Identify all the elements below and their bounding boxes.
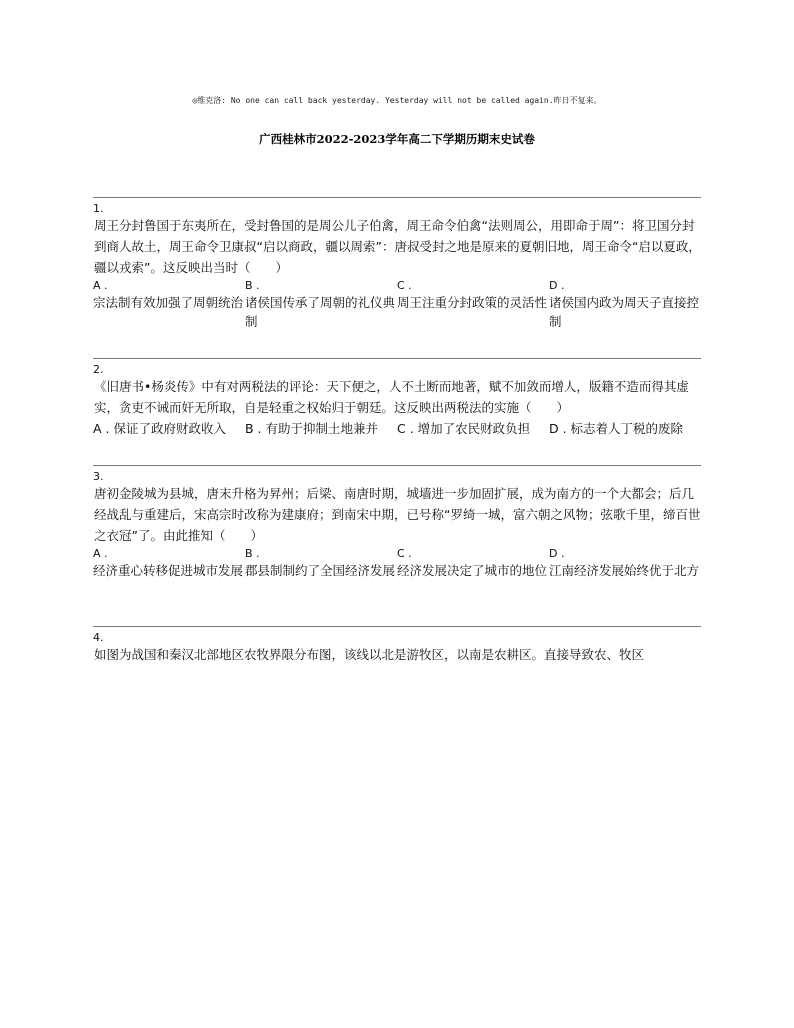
question-1 [93,197,701,331]
option-d[interactable] [549,547,701,580]
option-c[interactable] [397,547,549,580]
option-text: 宗法制有效加强了周朝统治 [93,295,244,310]
option-text: 经济发展决定了城市的地位 [397,563,548,578]
option-d[interactable]: D . 标志着人丁税的废除 [549,421,684,436]
option-b[interactable] [245,547,397,580]
question-divider [93,465,701,466]
question-3 [93,465,701,580]
option-letter: C . [397,547,412,560]
option-text: 诸侯国传承了周朝的礼仪典制 [245,295,396,329]
option-a[interactable]: A . 保证了政府财政收入 [93,421,226,436]
motto-line: ◎维克洛: No one can call back yesterday. Yesterday will not be called again.昨日不复来。 [192,96,602,105]
question-text: 如图为战国和秦汉北部地区农牧界限分布图，该线以北是游牧区，以南是农耕区。直接导致农、牧区 [94,647,645,662]
option-letter: B . [245,279,260,292]
question-divider [93,197,701,198]
option-b[interactable] [245,279,397,331]
option-text: 经济重心转移促进城市发展 [93,563,244,578]
question-2 [93,358,701,439]
option-text: 诸侯国内政为周天子直接控制 [549,295,700,329]
paper-title: 广西桂林市2022-2023学年高二下学期历期末史试卷 [259,132,535,146]
answer-options [93,547,701,580]
option-letter: B . [245,547,260,560]
option-d[interactable] [549,279,701,331]
option-letter: C . [397,279,412,292]
question-text: 《旧唐书•杨炎传》中有对两税法的评论：天下便之，人不土断而地著，赋不加敛而增人，版籍不造而得其虚实，贪吏不诫而奸无所取，自是轻重之权始归于朝廷。这反映出两税法的实施（ ） [94,379,689,415]
answer-options [93,279,701,331]
option-b[interactable]: B . 有助于抑制土地兼并 [245,421,378,436]
question-number: 3. [93,470,104,483]
question-4 [93,626,701,665]
question-text: 周王分封鲁国于东夷所在，受封鲁国的是周公儿子伯禽，周王命令伯禽“法则周公，用即命于周”：将卫国分封到商人故土，周王命令卫康叔“启以商政，疆以周索”：唐叔受封之地是原来的夏朝旧地，周王命令“启以夏政，疆以戎索”。这反映出当时（ ） [94,218,701,275]
option-a[interactable] [93,279,245,331]
option-letter: D . [549,547,565,560]
option-c[interactable]: C . 增加了农民财政负担 [397,421,531,436]
option-c[interactable] [397,279,549,331]
option-letter: A . [93,279,108,292]
option-letter: D . [549,279,565,292]
option-text: 郡县制制约了全国经济发展 [245,563,396,578]
question-number: 1. [93,202,104,215]
question-number: 4. [93,631,104,644]
option-a[interactable] [93,547,245,580]
option-text: 江南经济发展始终优于北方 [549,563,700,578]
question-number: 2. [93,363,104,376]
question-text: 唐初金陵城为县城，唐末升格为昇州；后梁、南唐时期，城墙进一步加固扩展，成为南方的一个大都会；后几经战乱与重建后，宋高宗时改称为建康府；到南宋中期，已号称“罗绮一城，富六朝之风物；弦歌千里，缔百世之衣冠”了。由此推知（ ） [94,486,701,543]
option-letter: A . [93,547,108,560]
question-divider [93,626,701,627]
question-divider [93,358,701,359]
option-text: 周王注重分封政策的灵活性 [397,295,548,310]
answer-options [93,418,701,439]
